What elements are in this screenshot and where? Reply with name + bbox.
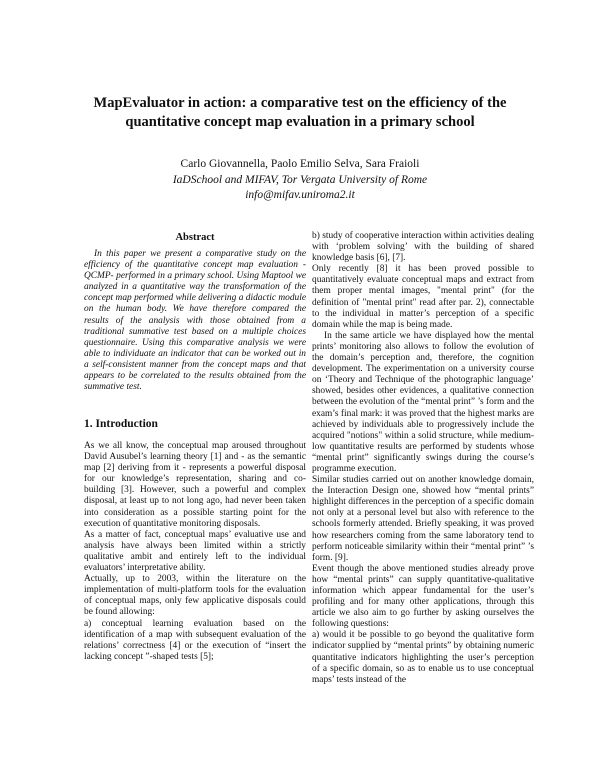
intro-paragraph: As we all know, the conceptual map aroused throughout David Ausubel’s learning theory [1] and - as the semantic map [2] deriving from it - represents a powerful disposal for our knowledge’s representation, sharing and co-building [3]. However, such a powerful and complex disposal, at least up to not long ago, had never been taken into consideration as a possible starting point for the execution of quantitative monitoring disposals. (84, 441, 306, 529)
intro-paragraph: Actually, up to 2003, within the literature on the implementation of multi-platform tools for the evaluation of conceptual maps, only few applicative disposals could be found allowing: (84, 574, 306, 618)
intro-paragraph: a) conceptual learning evaluation based on the identification of a map with subsequent evaluation of the relations’ correctness [4] or the execution of “insert the lacking concept ”-shaped tests [5]; (84, 618, 306, 662)
title-line-2: quantitative concept map evaluation in a primary school (125, 114, 475, 130)
right-paragraph: Only recently [8] it has been proved possible to quantitatively evaluate conceptual maps and extract from them proper mental images, "mental print" (for the definition of "mental print" read after par. 2), connectable to the individual in matter’s perception of a specific domain while the map is being made. (312, 264, 534, 330)
right-paragraph: b) study of cooperative interaction within activities dealing with ‘problem solving’ with the building of shared knowledge basis [6], [7]. (312, 231, 534, 264)
title-line-1: MapEvaluator in action: a comparative test on the efficiency of the (93, 95, 507, 111)
right-paragraph: In the same article we have displayed how the mental prints’ monitoring also allows to follow the evolution of the domain’s perception and, therefore, the cognition development. The experimentation on a university course on ‘Theory and Technique of the photographic language’ showed, besides other evidences, a qualitative connection between the evolution of the “mental print” ’s form and the exam’s final mark: it was proved that the highest marks are achieved by individuals able to progressively include the acquired "notions" within a solid structure, while medium-low quantitative results are performed by students whose “mental print” significantly swings during the course’s programme execution. (312, 330, 534, 474)
right-paragraph: Event though the above mentioned studies already prove how “mental prints” can supply quantitative-qualitative information which appear fundamental for the user’s profiling and for many other applications, through this article we also aim to go further by asking ourselves the following questions: (312, 563, 534, 630)
abstract-heading: Abstract (175, 232, 215, 243)
abstract-text: In this paper we present a comparative study on the efficiency of the quantitative concept map evaluation - QCMP- performed in a primary school. Using Maptool we analyzed in a quantitative way the transformation of the concept map performed while delivering a didactic module on the human body. We have therefore compared the results of the analysis with those obtained from a traditional summative test based on a multiple choices questionnaire. Using this comparative analysis we were able to individuate an indicator that can be worked out in a self-consistent manner from the concept maps and that appears to be correlated to the results obtained from the summative test. (84, 249, 306, 393)
author-names: Carlo Giovannella, Paolo Emilio Selva, Sara Fraioli (180, 158, 420, 170)
author-email: info@mifav.uniroma2.it (245, 189, 355, 201)
abstract-body (84, 249, 306, 393)
intro-paragraph: As a matter of fact, conceptual maps’ evaluative use and analysis have always been limited within a strictly qualitative ambit and entirely left to the individual evaluators’ interpretative ability. (84, 529, 306, 574)
author-affiliation: IaDSchool and MIFAV, Tor Vergata University of Rome (172, 173, 428, 186)
paper-title (60, 94, 540, 132)
introduction-body (84, 441, 306, 663)
right-paragraph: Similar studies carried out on another knowledge domain, the Interaction Design one, showed how “mental prints” highlight differences in the perception of a specific domain not only at a personal level but also with reference to the schools formerly attended. Briefly speaking, it was proved how researchers coming from the same laboratory tend to perform noticeable similarity within their “mental print” ’s form. [9]. (312, 475, 534, 563)
right-column (312, 231, 534, 686)
right-paragraph: a) would it be possible to go beyond the qualitative form indicator supplied by “mental prints” by obtaining numeric quantitative indicators highlighting the user’s perception of a specific domain, so as to enable us to use conceptual maps’ tests instead of the (312, 630, 534, 685)
introduction-heading: 1. Introduction (84, 418, 158, 430)
author-block (60, 157, 540, 204)
